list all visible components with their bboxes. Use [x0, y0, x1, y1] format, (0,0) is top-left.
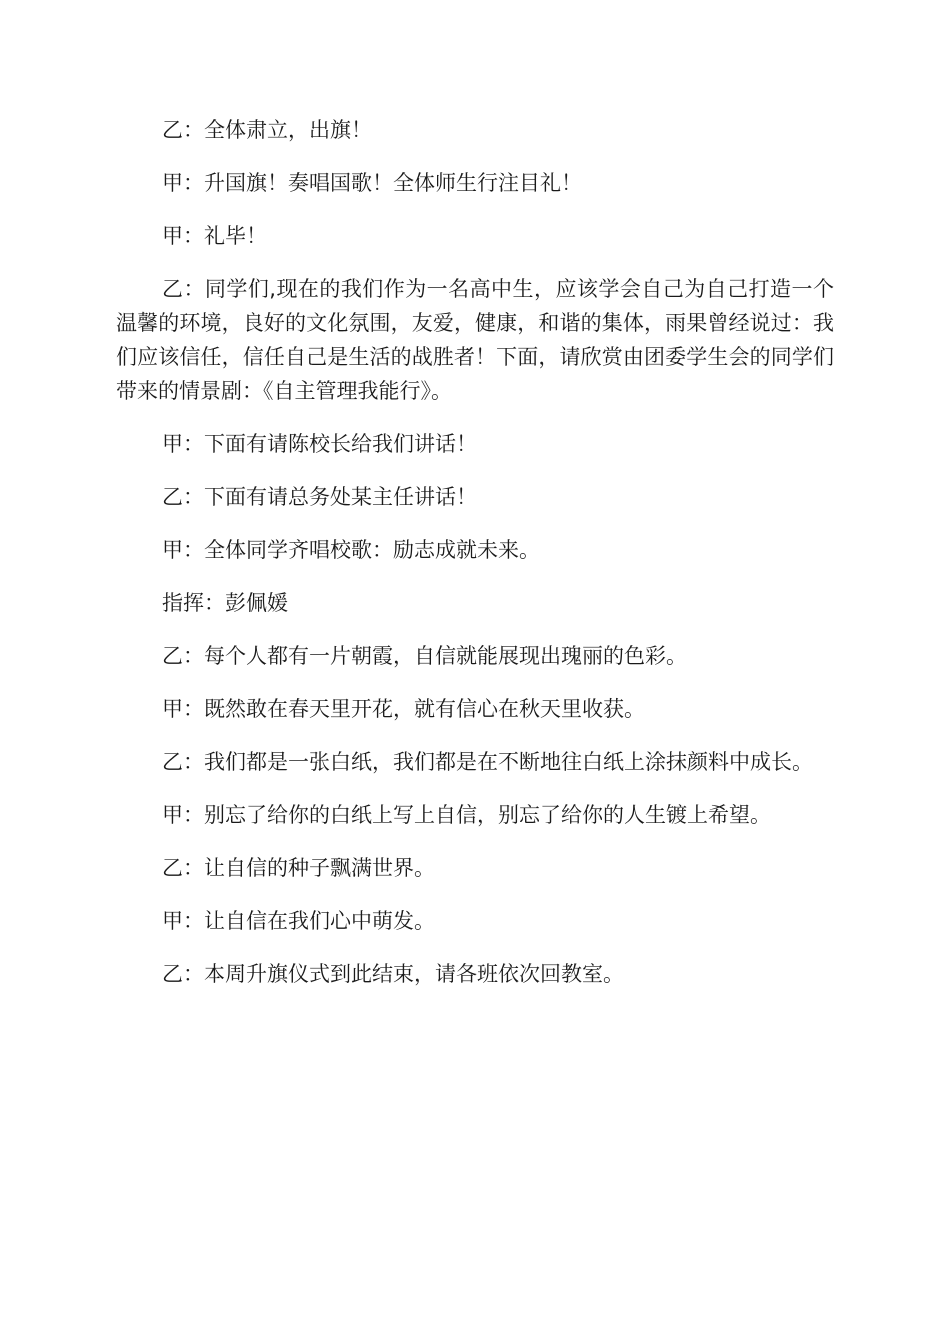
paragraph-11: 乙：我们都是一张白纸，我们都是在不断地往白纸上涂抹颜料中成长。 [162, 750, 813, 774]
paragraph-1: 乙：全体肃立，出旗！ [162, 118, 372, 142]
paragraph-7: 甲：全体同学齐唱校歌：励志成就未来。 [162, 538, 540, 562]
paragraph-2: 甲：升国旗！奏唱国歌！全体师生行注目礼！ [162, 171, 582, 195]
document-body [116, 113, 834, 1010]
paragraph-14: 甲：让自信在我们心中萌发。 [162, 909, 435, 933]
paragraph-13: 乙：让自信的种子飘满世界。 [162, 856, 435, 880]
paragraph-5: 甲：下面有请陈校长给我们讲话！ [162, 432, 477, 456]
paragraph-4: 乙：同学们,现在的我们作为一名高中生，应该学会自己为自己打造一个温馨的环境，良好的文化氛围，友爱，健康，和谐的集体，雨果曾经说过：我们应该信任，信任自己是生活的战胜者！下面，请欣赏由团委学生会的同学们带来的情景剧：《自主管理我能行》。 [116, 277, 834, 403]
paragraph-15: 乙：本周升旗仪式到此结束，请各班依次回教室。 [162, 962, 624, 986]
paragraph-3: 甲：礼毕！ [162, 224, 267, 248]
paragraph-12: 甲：别忘了给你的白纸上写上自信，别忘了给你的人生镀上希望。 [162, 803, 771, 827]
paragraph-8: 指挥：彭佩媛 [162, 591, 288, 615]
paragraph-6: 乙：下面有请总务处某主任讲话！ [162, 485, 477, 509]
paragraph-10: 甲：既然敢在春天里开花，就有信心在秋天里收获。 [162, 697, 645, 721]
paragraph-9: 乙：每个人都有一片朝霞，自信就能展现出瑰丽的色彩。 [162, 644, 687, 668]
